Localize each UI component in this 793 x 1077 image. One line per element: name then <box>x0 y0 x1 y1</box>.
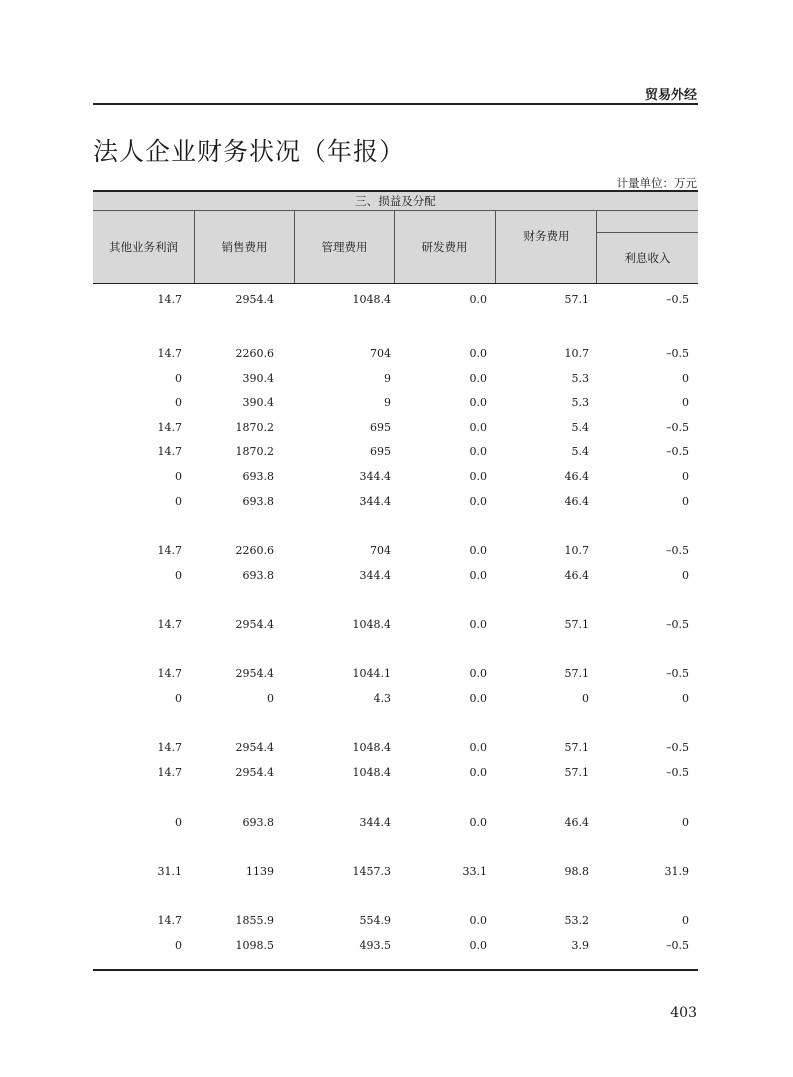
cell-sales-expense: 1139 <box>246 865 274 878</box>
cell-sales-expense: 1870.2 <box>235 421 274 434</box>
cell-admin-expense: 1457.3 <box>352 865 391 878</box>
cell-finance-expense: 57.1 <box>564 741 589 754</box>
table-row <box>93 467 698 487</box>
cell-finance-expense: 57.1 <box>564 293 589 306</box>
cell-other-profit: 14.7 <box>157 741 182 754</box>
page-title: 法人企业财务状况（年报） <box>93 137 406 166</box>
cell-admin-expense: 344.4 <box>359 470 391 483</box>
cell-rd-expense: 0.0 <box>469 939 487 952</box>
table-row <box>93 492 698 512</box>
cell-sales-expense: 2260.6 <box>235 347 274 360</box>
cell-other-profit: 14.7 <box>157 544 182 557</box>
cell-sales-expense: 2954.4 <box>235 766 274 779</box>
cell-admin-expense: 9 <box>384 396 391 409</box>
cell-admin-expense: 1044.1 <box>352 667 391 680</box>
cell-finance-expense: 46.4 <box>564 816 589 829</box>
page-number: 403 <box>670 1005 697 1021</box>
cell-finance-expense: 46.4 <box>564 569 589 582</box>
cell-interest-income: –0.5 <box>666 766 689 779</box>
cell-other-profit: 0 <box>175 939 182 952</box>
cell-admin-expense: 344.4 <box>359 569 391 582</box>
cell-other-profit: 0 <box>175 569 182 582</box>
cell-other-profit: 0 <box>175 396 182 409</box>
cell-finance-expense: 57.1 <box>564 618 589 631</box>
cell-finance-expense: 46.4 <box>564 470 589 483</box>
cell-admin-expense: 4.3 <box>373 692 391 705</box>
cell-other-profit: 14.7 <box>157 766 182 779</box>
cell-interest-income: 31.9 <box>664 865 689 878</box>
cell-other-profit: 14.7 <box>157 667 182 680</box>
cell-interest-income: 0 <box>682 372 689 385</box>
top-rule <box>93 103 698 105</box>
cell-admin-expense: 554.9 <box>359 914 391 927</box>
cell-rd-expense: 0.0 <box>469 544 487 557</box>
cell-sales-expense: 2954.4 <box>235 741 274 754</box>
cell-interest-income: –0.5 <box>666 667 689 680</box>
table-row <box>93 344 698 364</box>
cell-sales-expense: 1870.2 <box>235 445 274 458</box>
table-header <box>93 190 698 284</box>
cell-finance-expense: 10.7 <box>564 544 589 557</box>
cell-interest-income: –0.5 <box>666 445 689 458</box>
column-header-interest-income: 利息收入 <box>624 251 671 265</box>
cell-rd-expense: 0.0 <box>469 396 487 409</box>
table-row <box>93 615 698 635</box>
cell-finance-expense: 10.7 <box>564 347 589 360</box>
cell-admin-expense: 1048.4 <box>352 766 391 779</box>
cell-finance-expense: 3.9 <box>571 939 589 952</box>
table-row <box>93 566 698 586</box>
cell-rd-expense: 0.0 <box>469 445 487 458</box>
cell-sales-expense: 390.4 <box>242 372 274 385</box>
cell-other-profit: 14.7 <box>157 347 182 360</box>
cell-interest-income: –0.5 <box>666 618 689 631</box>
cell-rd-expense: 0.0 <box>469 692 487 705</box>
table-row <box>93 911 698 931</box>
cell-interest-income: 0 <box>682 495 689 508</box>
cell-rd-expense: 33.1 <box>462 865 487 878</box>
table-row <box>93 738 698 758</box>
cell-interest-income: 0 <box>682 692 689 705</box>
cell-admin-expense: 695 <box>370 445 391 458</box>
cell-sales-expense: 1098.5 <box>235 939 274 952</box>
table-row <box>93 442 698 462</box>
table-row <box>93 936 698 956</box>
cell-rd-expense: 0.0 <box>469 618 487 631</box>
cell-sales-expense: 2954.4 <box>235 293 274 306</box>
column-header-finance-expense: 财务费用 <box>523 229 570 243</box>
cell-finance-expense: 46.4 <box>564 495 589 508</box>
cell-interest-income: –0.5 <box>666 293 689 306</box>
cell-rd-expense: 0.0 <box>469 293 487 306</box>
table-row <box>93 369 698 389</box>
cell-admin-expense: 1048.4 <box>352 618 391 631</box>
cell-sales-expense: 1855.9 <box>235 914 274 927</box>
section-label: 贸易外经 <box>644 88 697 103</box>
cell-rd-expense: 0.0 <box>469 766 487 779</box>
cell-interest-income: –0.5 <box>666 347 689 360</box>
cell-other-profit: 0 <box>175 470 182 483</box>
cell-admin-expense: 1048.4 <box>352 741 391 754</box>
cell-admin-expense: 704 <box>370 347 391 360</box>
cell-other-profit: 14.7 <box>157 293 182 306</box>
cell-finance-expense: 5.3 <box>571 372 589 385</box>
cell-sales-expense: 693.8 <box>242 816 274 829</box>
cell-sales-expense: 693.8 <box>242 495 274 508</box>
cell-admin-expense: 344.4 <box>359 495 391 508</box>
cell-finance-expense: 5.4 <box>571 421 589 434</box>
cell-rd-expense: 0.0 <box>469 470 487 483</box>
cell-rd-expense: 0.0 <box>469 372 487 385</box>
table-row <box>93 541 698 561</box>
cell-interest-income: 0 <box>682 470 689 483</box>
table-row <box>93 689 698 709</box>
cell-finance-expense: 57.1 <box>564 667 589 680</box>
cell-sales-expense: 2954.4 <box>235 667 274 680</box>
cell-sales-expense: 0 <box>267 692 274 705</box>
table-row <box>93 763 698 783</box>
cell-rd-expense: 0.0 <box>469 569 487 582</box>
cell-finance-expense: 5.4 <box>571 445 589 458</box>
cell-sales-expense: 390.4 <box>242 396 274 409</box>
table-row <box>93 290 698 310</box>
cell-interest-income: 0 <box>682 914 689 927</box>
cell-admin-expense: 695 <box>370 421 391 434</box>
group-header: 三、损益及分配 <box>93 190 698 211</box>
cell-finance-expense: 0 <box>582 692 589 705</box>
table-row <box>93 664 698 684</box>
unit-label: 计量单位：万元 <box>616 176 697 190</box>
column-header-rd-expense: 研发费用 <box>421 240 468 254</box>
table-row <box>93 813 698 833</box>
cell-rd-expense: 0.0 <box>469 914 487 927</box>
cell-sales-expense: 693.8 <box>242 470 274 483</box>
cell-interest-income: 0 <box>682 569 689 582</box>
column-header-sales-expense: 销售费用 <box>221 240 268 254</box>
cell-rd-expense: 0.0 <box>469 347 487 360</box>
column-header-other-profit: 其他业务利润 <box>109 240 178 254</box>
cell-interest-income: –0.5 <box>666 544 689 557</box>
cell-rd-expense: 0.0 <box>469 741 487 754</box>
cell-other-profit: 0 <box>175 692 182 705</box>
cell-sales-expense: 693.8 <box>242 569 274 582</box>
cell-other-profit: 14.7 <box>157 421 182 434</box>
bottom-rule <box>93 969 698 971</box>
column-header-admin-expense: 管理费用 <box>321 240 368 254</box>
cell-finance-expense: 53.2 <box>564 914 589 927</box>
cell-interest-income: –0.5 <box>666 741 689 754</box>
cell-sales-expense: 2954.4 <box>235 618 274 631</box>
cell-other-profit: 14.7 <box>157 618 182 631</box>
cell-other-profit: 31.1 <box>157 865 182 878</box>
cell-admin-expense: 493.5 <box>359 939 391 952</box>
cell-rd-expense: 0.0 <box>469 667 487 680</box>
cell-admin-expense: 9 <box>384 372 391 385</box>
cell-other-profit: 14.7 <box>157 914 182 927</box>
cell-sales-expense: 2260.6 <box>235 544 274 557</box>
cell-interest-income: –0.5 <box>666 421 689 434</box>
cell-finance-expense: 57.1 <box>564 766 589 779</box>
table-row <box>93 418 698 438</box>
table-row <box>93 862 698 882</box>
cell-admin-expense: 344.4 <box>359 816 391 829</box>
cell-other-profit: 0 <box>175 816 182 829</box>
cell-admin-expense: 1048.4 <box>352 293 391 306</box>
cell-rd-expense: 0.0 <box>469 816 487 829</box>
cell-rd-expense: 0.0 <box>469 421 487 434</box>
cell-other-profit: 14.7 <box>157 445 182 458</box>
cell-finance-expense: 98.8 <box>564 865 589 878</box>
cell-interest-income: –0.5 <box>666 939 689 952</box>
cell-admin-expense: 704 <box>370 544 391 557</box>
table-row <box>93 393 698 413</box>
cell-finance-expense: 5.3 <box>571 396 589 409</box>
cell-other-profit: 0 <box>175 495 182 508</box>
cell-rd-expense: 0.0 <box>469 495 487 508</box>
cell-interest-income: 0 <box>682 816 689 829</box>
cell-interest-income: 0 <box>682 396 689 409</box>
column-header-row <box>93 211 698 284</box>
cell-other-profit: 0 <box>175 372 182 385</box>
